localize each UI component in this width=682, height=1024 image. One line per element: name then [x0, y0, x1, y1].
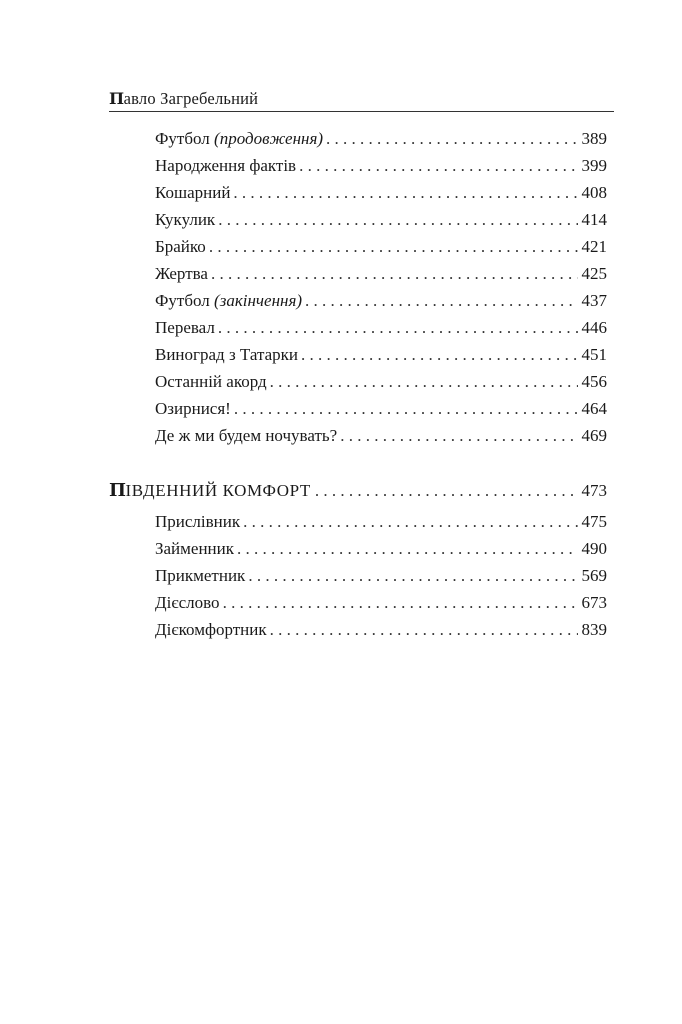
toc-entry-title-italic: (закінчення) — [214, 291, 303, 310]
toc-entry-title: Народження фактів — [155, 156, 297, 175]
toc-entry[interactable] — [155, 538, 607, 560]
dot-leader — [218, 209, 577, 231]
dot-leader — [211, 263, 578, 285]
toc-entry-title: Жертва — [155, 264, 208, 283]
running-head-initial: П — [109, 89, 124, 108]
dot-leader — [326, 128, 577, 150]
header-rule — [109, 111, 614, 112]
toc-entry[interactable] — [155, 565, 607, 587]
toc-entry-page: 464 — [581, 399, 607, 418]
dot-leader — [218, 317, 578, 339]
running-head-author — [109, 89, 614, 109]
toc-entry[interactable] — [155, 209, 607, 231]
toc-entry[interactable] — [155, 317, 607, 339]
dot-leader — [270, 619, 578, 641]
dot-leader — [340, 425, 577, 447]
toc-entry[interactable] — [155, 425, 607, 447]
dot-leader — [237, 538, 577, 560]
toc-entry-title: Брайко — [155, 237, 206, 256]
toc-entry-page: 469 — [581, 426, 607, 445]
dot-leader — [248, 565, 577, 587]
dot-leader — [223, 592, 578, 614]
dot-leader — [301, 344, 577, 366]
toc-entry-page: 446 — [581, 318, 607, 337]
toc-entry-page: 490 — [581, 539, 607, 558]
toc-section-title — [109, 479, 311, 503]
toc-entry[interactable] — [155, 263, 607, 285]
toc-entry-page: 569 — [581, 566, 607, 585]
toc-entry-page: 421 — [581, 237, 607, 256]
dot-leader — [315, 479, 578, 503]
toc-section-heading[interactable] — [109, 479, 607, 503]
toc-entry-title: Дієкомфортник — [155, 620, 267, 639]
toc-entry-title: Останній акорд — [155, 372, 267, 391]
toc-entry[interactable] — [155, 182, 607, 204]
toc-entry-title: Дієслово — [155, 593, 220, 612]
dot-leader — [299, 155, 577, 177]
toc-entry[interactable] — [155, 592, 607, 614]
toc-entry-title: Прикметник — [155, 566, 246, 585]
toc-entry-page: 408 — [581, 183, 607, 202]
toc-entry-title: Озирнися! — [155, 399, 231, 418]
toc-entry-page: 451 — [581, 345, 607, 364]
toc-entry-page: 389 — [581, 129, 607, 148]
section-title-rest: ІВДЕННИЙ КОМФОРТ — [125, 481, 311, 500]
dot-leader — [234, 398, 578, 420]
toc-entry[interactable] — [155, 511, 607, 533]
toc-entry-title: Де ж ми будем ночувать? — [155, 426, 338, 445]
toc-entry[interactable] — [155, 619, 607, 641]
toc-entry-page: 839 — [581, 620, 607, 639]
toc-entry-page: 414 — [581, 210, 607, 229]
toc-entry[interactable] — [155, 344, 607, 366]
toc-entry[interactable] — [155, 398, 607, 420]
toc-entry-title: Перевал — [155, 318, 215, 337]
toc-entry-title: Виноград з Татарки — [155, 345, 299, 364]
dot-leader — [270, 371, 578, 393]
section-initial: П — [109, 480, 126, 501]
toc-section-page: 473 — [581, 481, 607, 500]
toc-entry-page: 475 — [581, 512, 607, 531]
toc-entry-title: Кошарний — [155, 183, 231, 202]
dot-leader — [305, 290, 577, 312]
toc-entry[interactable] — [155, 290, 607, 312]
toc-entry-title-italic: (продовження) — [214, 129, 324, 148]
toc-entry[interactable] — [155, 236, 607, 258]
toc-entry[interactable] — [155, 371, 607, 393]
toc-entry-title: Прислівник — [155, 512, 241, 531]
toc-entry-page: 437 — [581, 291, 607, 310]
toc-entry-page: 673 — [581, 593, 607, 612]
dot-leader — [243, 511, 577, 533]
toc-entry[interactable] — [155, 155, 607, 177]
toc-entry[interactable] — [155, 128, 607, 150]
dot-leader — [209, 236, 578, 258]
toc-entry-title: Футбол (продовження) — [155, 129, 324, 148]
toc-entry-title: Кукулик — [155, 210, 216, 229]
running-head-text: авло Загребельний — [123, 89, 259, 108]
toc-entry-title: Футбол (закінчення) — [155, 291, 303, 310]
toc-entry-page: 425 — [581, 264, 607, 283]
dot-leader — [233, 182, 577, 204]
toc-entry-page: 399 — [581, 156, 607, 175]
toc-entry-title: Займенник — [155, 539, 235, 558]
toc-entry-page: 456 — [581, 372, 607, 391]
